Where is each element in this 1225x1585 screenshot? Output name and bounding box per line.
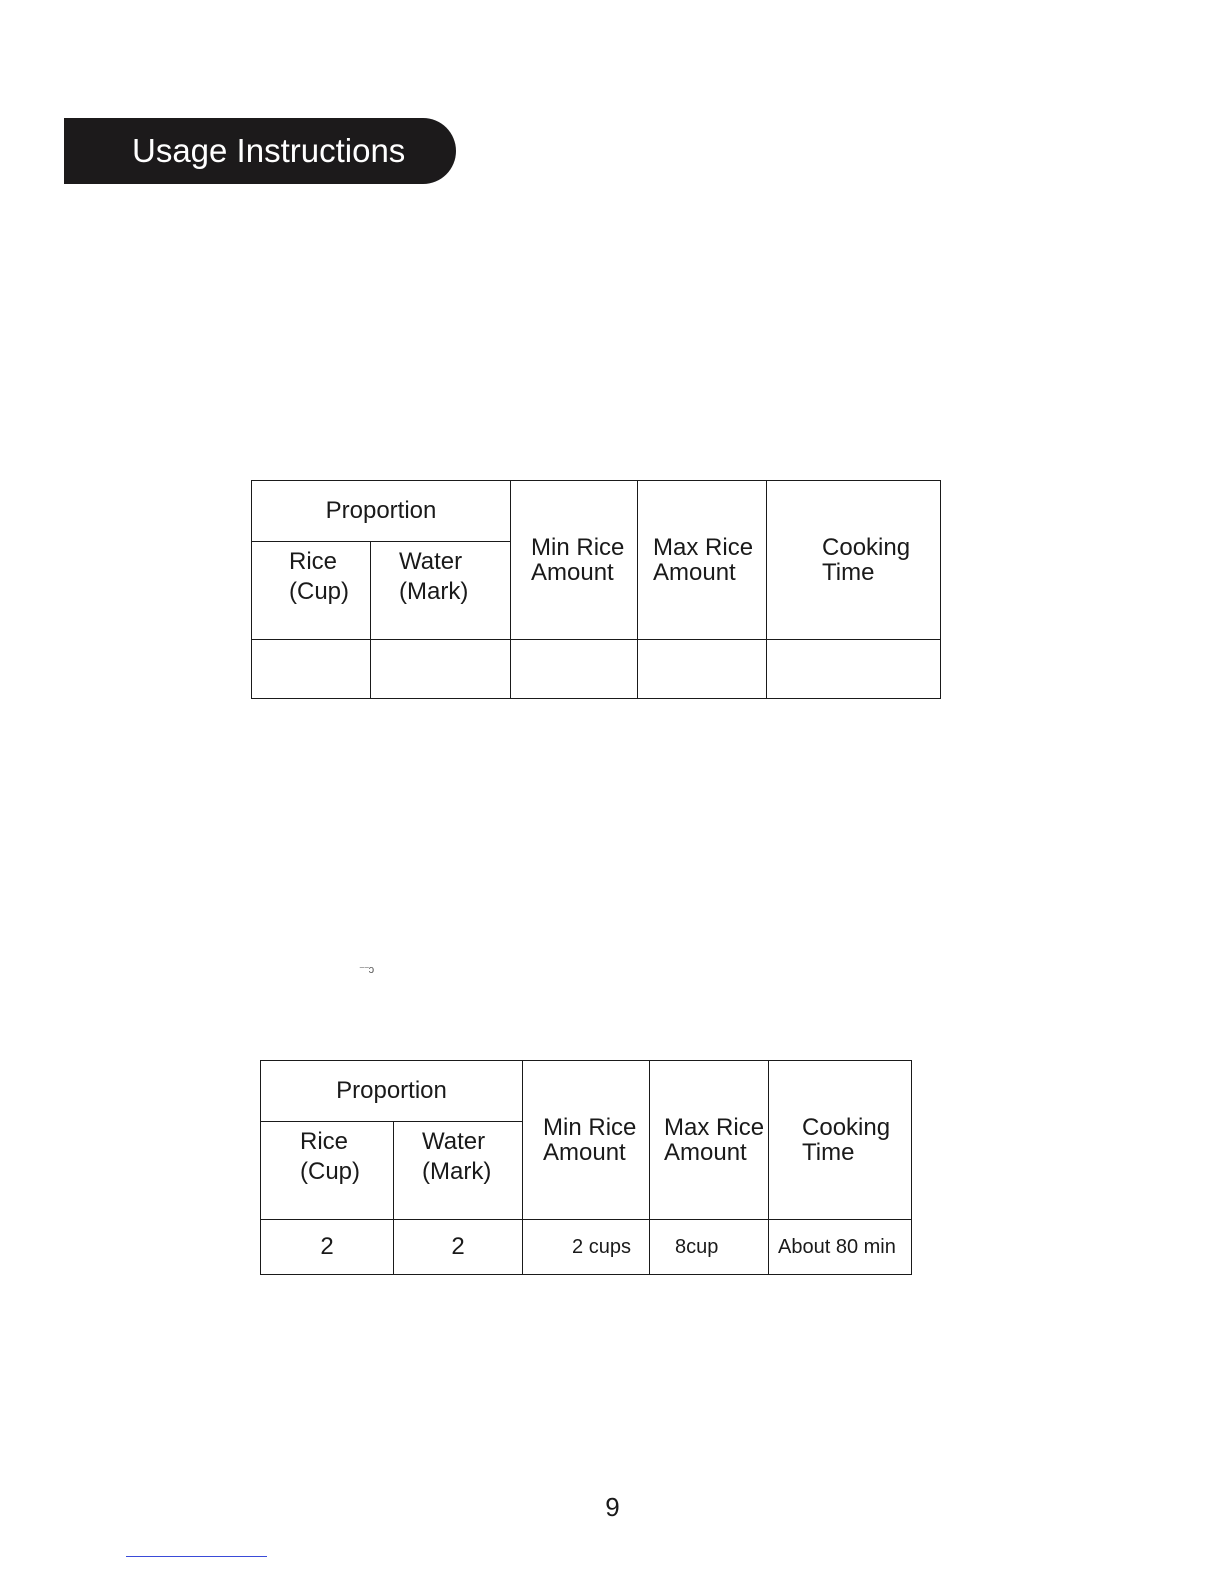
rice-cup-header: Rice (Cup) [252,542,371,640]
page-number: 9 [605,1492,620,1522]
cooking-time-value: About 80 min [769,1220,912,1275]
min-rice-value [511,640,638,699]
rice-cup-header: Rice (Cup) [261,1122,394,1220]
rice-spec-table [260,1060,912,1275]
max-rice-value [638,640,767,699]
rice-cup-value: 2 [261,1220,394,1275]
min-rice-header: Min Rice Amount [523,1061,650,1220]
rice-spec-table-blank [251,480,941,699]
min-rice-header: Min Rice Amount [511,481,638,640]
water-mark-value [371,640,511,699]
cooking-time-value [767,640,941,699]
water-mark-value: 2 [394,1220,523,1275]
section-header [64,118,456,184]
proportion-header: Proportion [261,1061,523,1122]
cooking-time-header: Cooking Time [767,481,941,640]
max-rice-header: Max Rice Amount [650,1061,769,1220]
table-row [252,640,941,699]
table-row [261,1220,912,1275]
stray-mark: ⁻⁻ͻ [359,964,374,976]
rice-cup-value [252,640,371,699]
proportion-header: Proportion [252,481,511,542]
min-rice-value: 2 cups [523,1220,650,1275]
max-rice-value: 8cup [650,1220,769,1275]
footer-rule [126,1556,267,1557]
water-mark-header: Water (Mark) [394,1122,523,1220]
max-rice-header: Max Rice Amount [638,481,767,640]
water-mark-header: Water (Mark) [371,542,511,640]
cooking-time-header: Cooking Time [769,1061,912,1220]
section-title: Usage Instructions [132,132,406,169]
